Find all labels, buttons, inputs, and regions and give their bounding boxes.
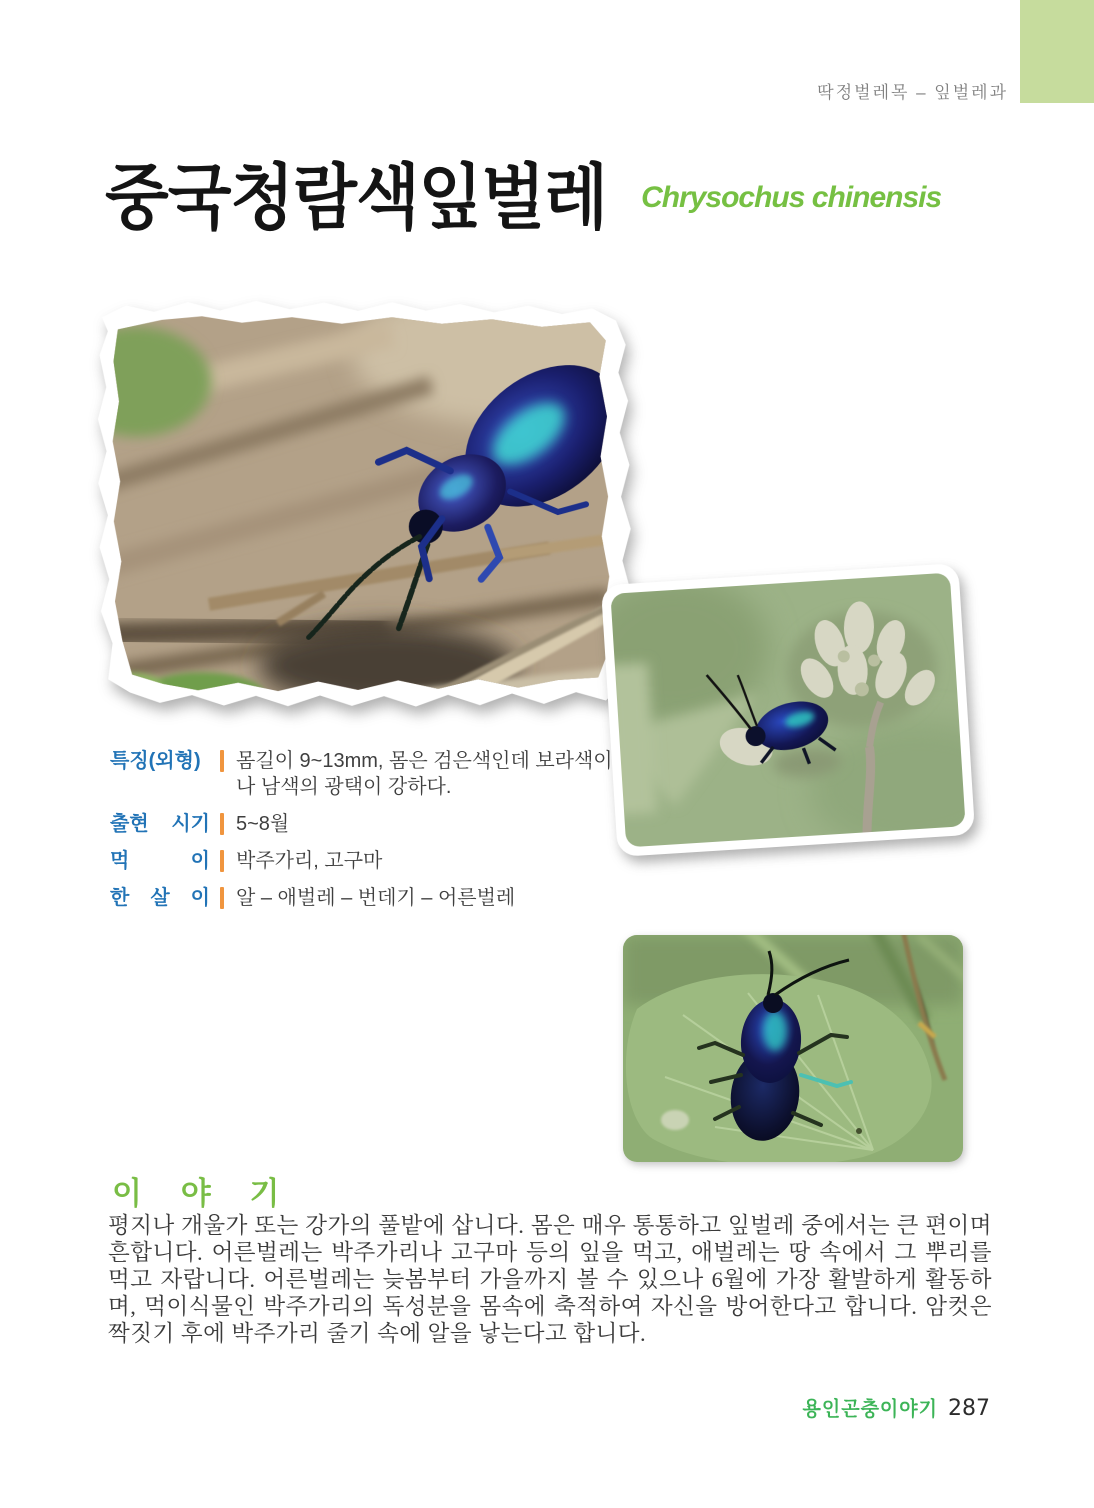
info-value-lifecycle: 알 – 애벌레 – 번데기 – 어른벌레 [236,887,516,909]
info-row-lifecycle [110,885,650,911]
separator-bar [220,813,224,835]
info-label-food: 먹 이 [110,850,210,872]
info-label-lifecycle: 한 살 이 [110,887,210,909]
info-label-features: 특징(외형) [110,750,201,772]
species-info-list [110,748,650,922]
title-row [105,155,942,240]
info-label-season: 출현 시기 [110,813,210,835]
story-heading: 이 야 기 [112,1176,294,1212]
photo-mating-beetles-on-leaf [623,935,963,1162]
info-value-features: 몸길이 9~13mm, 몸은 검은색인데 보라색이나 남색의 광택이 강하다. [236,750,613,798]
book-series-logo: 용인곤충이야기 [802,1397,938,1421]
page-footer [803,1394,990,1421]
photo-beetle-on-buds [601,563,975,857]
separator-bar [220,887,224,909]
corner-tab [1020,0,1094,103]
photo-beetle-on-twigs-image [88,291,644,721]
page-number: 287 [948,1396,990,1421]
photo-mating-beetles-image [623,935,963,1162]
separator-bar [220,750,224,772]
info-row-food [110,848,650,874]
info-row-season [110,811,650,837]
scientific-name: Chrysochus chinensis [641,181,942,215]
species-title: 중국청람색잎벌레 [105,155,608,240]
photo-beetle-on-twigs [88,291,644,721]
running-head: 딱정벌레목 – 잎벌레과 [817,83,1008,102]
separator-bar [220,850,224,872]
info-value-season: 5~8월 [236,813,290,835]
story-body: 평지나 개울가 또는 강가의 풀밭에 삽니다. 몸은 매우 통통하고 잎벌레 중에서는 큰 편이며 흔합니다. 어른벌레는 박주가리나 고구마 등의 잎을 먹고, 애벌레는 땅 속에서 그 뿌리를 먹고 자랍니다. 어른벌레는 늦봄부터 가을까지 볼 수 있으나 6월에 가장 활발하게 활동하며, 먹이식물인 박주가리의 독성분을 몸속에 축적하여 자신을 방어한다고 합니다. 암컷은 짝짓기 후에 박주가리 줄기 속에 알을 낳는다고 합니다. [108,1213,992,1346]
info-row-features [110,748,650,800]
photo-beetle-on-buds-image [601,563,975,857]
info-value-food: 박주가리, 고구마 [236,850,383,872]
